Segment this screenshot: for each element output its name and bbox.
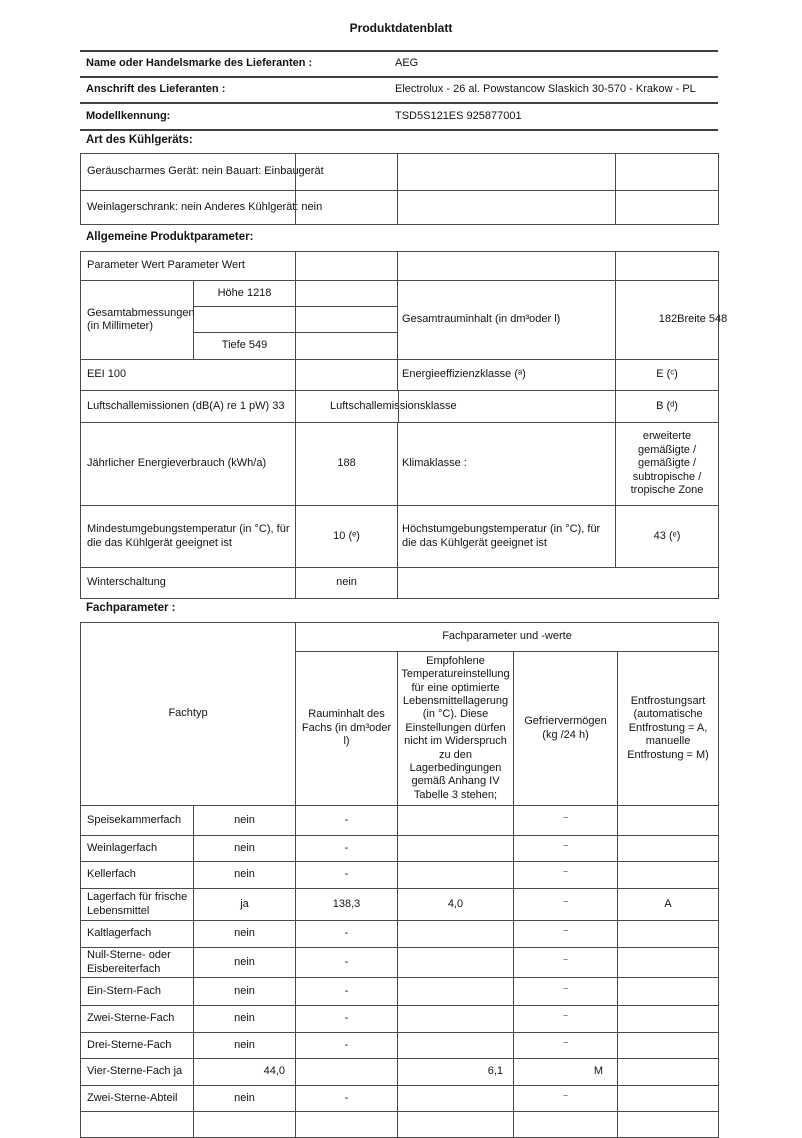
empty-cell — [296, 281, 398, 307]
climate-class-value: erweiterte gemäßigte / gemäßigte / subtropische / tropische Zone — [616, 423, 719, 506]
compartment-temp — [398, 1086, 514, 1112]
section-heading-type: Art des Kühlgeräts: — [86, 134, 193, 146]
compartment-temp: 6,1 — [398, 1059, 514, 1086]
eei-label: EEI 100 — [81, 360, 296, 391]
annual-energy-value: 188 — [296, 423, 398, 506]
compartment-name: Kaltlagerfach — [81, 921, 194, 948]
wine-other-cell: Weinlagerschrank: nein Anderes Kühlgerät: nein — [81, 191, 296, 225]
compartment-name: Vier-Sterne-Fach ja — [81, 1059, 194, 1086]
depth-value: Tiefe 549 — [194, 333, 296, 360]
compartment-defrost — [618, 1059, 719, 1086]
column-header-defrost: Entfrostungsart (automatische Entfrostung = A, manuelle Entfrostung = M) — [618, 652, 719, 806]
compartment-present: nein — [194, 806, 296, 836]
table-row — [81, 252, 719, 281]
noise-emission-label: Luftschallemissionen (dB(A) re 1 pW) 33 — [81, 391, 296, 423]
total-volume-value-text: 182Breite 548 — [658, 313, 728, 326]
empty-cell — [398, 252, 616, 281]
compartment-temp — [398, 806, 514, 836]
compartment-name: Kellerfach — [81, 862, 194, 889]
compartment-present: 44,0 — [194, 1059, 296, 1086]
compartment-freeze: ⁻ — [514, 1033, 618, 1059]
table-row — [81, 836, 719, 862]
compartment-freeze: ⁻ — [514, 921, 618, 948]
compartment-present: nein — [194, 836, 296, 862]
compartment-name: Zwei-Sterne-Fach — [81, 1006, 194, 1033]
compartment-freeze: ⁻ — [514, 889, 618, 921]
param-header-cell: Parameter Wert Parameter Wert — [81, 252, 296, 281]
supplier-info-table — [80, 50, 718, 131]
compartment-volume: - — [296, 806, 398, 836]
table-row — [81, 948, 719, 978]
empty-cell — [616, 252, 719, 281]
compartment-temp — [398, 948, 514, 978]
section-heading-general: Allgemeine Produktparameter: — [86, 231, 254, 243]
winter-setting-label: Winterschaltung — [81, 568, 296, 599]
empty-cell — [398, 191, 616, 225]
width-value-empty-cell — [194, 307, 296, 333]
compartment-name: Weinlagerfach — [81, 836, 194, 862]
compartment-defrost: A — [618, 889, 719, 921]
compartment-freeze: ⁻ — [514, 1086, 618, 1112]
table-row — [81, 391, 719, 423]
compartment-present: ja — [194, 889, 296, 921]
table-row — [80, 77, 718, 103]
table-header-row — [81, 623, 719, 652]
compartment-name: Zwei-Sterne-Abteil — [81, 1086, 194, 1112]
table-row — [81, 281, 719, 307]
compartment-present: nein — [194, 1006, 296, 1033]
table-row — [81, 806, 719, 836]
compartment-freeze: ⁻ — [514, 978, 618, 1006]
compartment-present: nein — [194, 921, 296, 948]
compartment-freeze: ⁻ — [514, 948, 618, 978]
column-header-temp: Empfohlene Temperatureinstellung für eine optimierte Lebensmittellagerung (in °C). Diese Einstellungen dürfen nicht im Widerspruch zu den Lagerbedingungen gemäß Anhang IV Tabelle 3 stehen; — [398, 652, 514, 806]
min-ambient-temp-label: Mindestumgebungstemperatur (in °C), für die das Kühlgerät geeignet ist — [81, 506, 296, 568]
empty-cell — [398, 154, 616, 191]
model-id-label: Modellkennung: — [80, 103, 395, 130]
supplier-name-value: AEG — [395, 51, 718, 77]
table-row — [81, 568, 719, 599]
compartment-volume: - — [296, 862, 398, 889]
compartment-freeze: ⁻ — [514, 862, 618, 889]
table-row — [80, 51, 718, 77]
compartment-defrost — [618, 948, 719, 978]
table-row — [81, 1033, 719, 1059]
supplier-address-value: Electrolux - 26 al. Powstancow Slaskich 30-570 - Krakow - PL — [395, 77, 718, 103]
compartment-defrost — [618, 921, 719, 948]
table-row — [81, 1059, 719, 1086]
compartment-temp — [398, 921, 514, 948]
compartment-parameters-table — [80, 622, 719, 1138]
quiet-builtin-cell: Geräuscharmes Gerät: nein Bauart: Einbaugerät — [81, 154, 296, 191]
model-id-value: TSD5S121ES 925877001 — [395, 103, 718, 130]
compartment-volume: - — [296, 1006, 398, 1033]
compartment-temp — [398, 1033, 514, 1059]
compartment-temp — [398, 836, 514, 862]
table-row — [81, 862, 719, 889]
compartment-present: nein — [194, 1033, 296, 1059]
empty-cell — [296, 307, 398, 333]
empty-cell — [616, 191, 719, 225]
empty-cell — [296, 333, 398, 360]
empty-cell — [398, 568, 719, 599]
column-header-volume: Rauminhalt des Fachs (in dm³oder l) — [296, 652, 398, 806]
compartment-defrost — [618, 1006, 719, 1033]
compartment-freeze: ⁻ — [514, 836, 618, 862]
table-row — [81, 506, 719, 568]
max-ambient-temp-value: 43 (ᵉ) — [616, 506, 719, 568]
compartment-volume: - — [296, 948, 398, 978]
compartment-present: nein — [194, 862, 296, 889]
empty-cell — [296, 360, 398, 391]
compartment-volume: - — [296, 1033, 398, 1059]
compartment-freeze: M — [514, 1059, 618, 1086]
empty-cell — [296, 252, 398, 281]
group-header: Fachparameter und -werte — [296, 623, 719, 652]
winter-setting-value: nein — [296, 568, 398, 599]
table-row — [81, 191, 719, 225]
compartment-volume: - — [296, 921, 398, 948]
page-title: Produktdatenblatt — [349, 21, 453, 35]
appliance-type-table — [80, 153, 719, 225]
table-row — [81, 1086, 719, 1112]
column-header-fachtyp: Fachtyp — [81, 623, 296, 806]
table-row — [81, 1006, 719, 1033]
compartment-defrost — [618, 1033, 719, 1059]
compartment-name: Drei-Sterne-Fach — [81, 1033, 194, 1059]
compartment-defrost — [618, 862, 719, 889]
compartment-defrost — [618, 806, 719, 836]
table-row — [81, 154, 719, 191]
general-parameters-table — [80, 251, 728, 599]
compartment-name: Speisekammerfach — [81, 806, 194, 836]
compartment-name: Null-Sterne- oder Eisbereiterfach — [81, 948, 194, 978]
energy-class-label: Energieeffizienzklasse (ᵃ) — [398, 360, 616, 391]
compartment-present: nein — [194, 978, 296, 1006]
compartment-defrost — [618, 836, 719, 862]
compartment-volume: - — [296, 1086, 398, 1112]
compartment-volume: - — [296, 836, 398, 862]
compartment-volume: - — [296, 978, 398, 1006]
dimensions-label: Gesamtabmessungen (in Millimeter) — [81, 281, 194, 360]
compartment-present: nein — [194, 948, 296, 978]
compartment-volume — [296, 1059, 398, 1086]
column-header-freeze: Gefriervermögen (kg /24 h) — [514, 652, 618, 806]
noise-class-value: B (ᵈ) — [616, 391, 719, 423]
energy-class-value: E (ᶜ) — [616, 360, 719, 391]
empty-cell — [616, 154, 719, 191]
table-row — [81, 889, 719, 921]
min-ambient-temp-value: 10 (ᵉ) — [296, 506, 398, 568]
compartment-temp — [398, 862, 514, 889]
compartment-name: Lagerfach für frische Lebensmittel — [81, 889, 194, 921]
compartment-temp — [398, 1006, 514, 1033]
table-row — [81, 921, 719, 948]
max-ambient-temp-label: Höchstumgebungstemperatur (in °C), für die das Kühlgerät geeignet ist — [398, 506, 616, 568]
compartment-temp: 4,0 — [398, 889, 514, 921]
compartment-temp — [398, 978, 514, 1006]
compartment-defrost — [618, 1086, 719, 1112]
section-heading-compartments: Fachparameter : — [86, 602, 176, 614]
compartment-defrost — [618, 978, 719, 1006]
table-row — [81, 423, 719, 506]
compartment-freeze: ⁻ — [514, 806, 618, 836]
table-row — [81, 978, 719, 1006]
compartment-present: nein — [194, 1086, 296, 1112]
annual-energy-label: Jährlicher Energieverbrauch (kWh/a) — [81, 423, 296, 506]
total-volume-label: Gesamtrauminhalt (in dm³oder l) — [398, 281, 616, 360]
supplier-address-label: Anschrift des Lieferanten : — [80, 77, 395, 103]
table-row — [80, 103, 718, 130]
table-row — [81, 360, 719, 391]
compartment-freeze: ⁻ — [514, 1006, 618, 1033]
supplier-name-label: Name oder Handelsmarke des Lieferanten : — [80, 51, 395, 77]
noise-class-label: Luftschallemissionsklasse — [296, 391, 616, 423]
climate-class-label: Klimaklasse : — [398, 423, 616, 506]
height-value: Höhe 1218 — [194, 281, 296, 307]
compartment-volume: 138,3 — [296, 889, 398, 921]
compartment-name: Ein-Stern-Fach — [81, 978, 194, 1006]
total-volume-value — [616, 281, 728, 360]
